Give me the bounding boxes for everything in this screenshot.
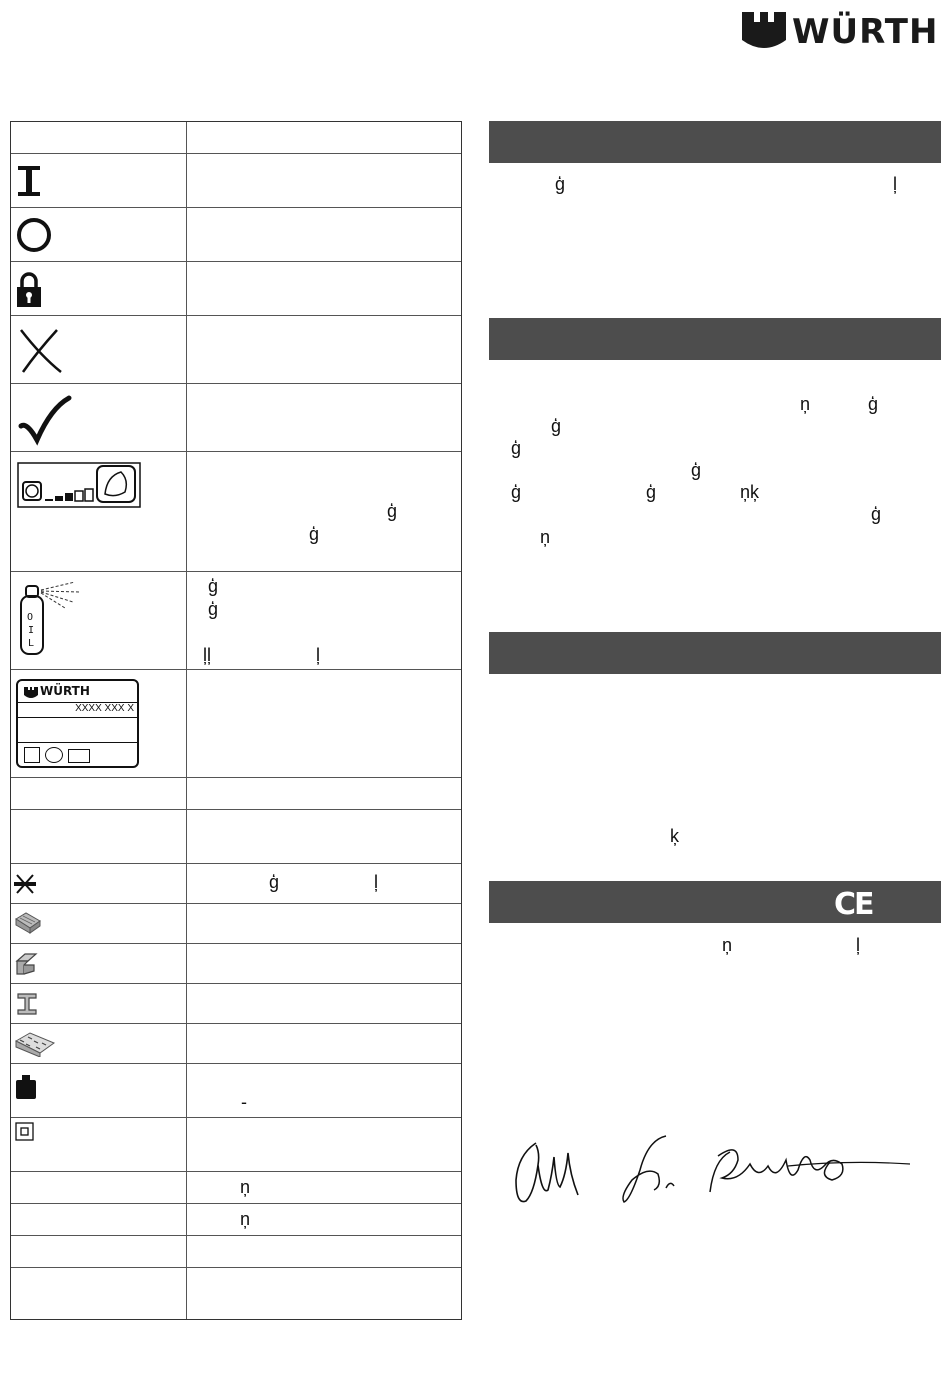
table-row <box>11 1118 461 1172</box>
glyph: ģ <box>511 482 522 502</box>
power-off-icon <box>15 216 53 254</box>
cross-icon <box>17 326 65 376</box>
checkmark-icon <box>17 394 73 446</box>
protection-class-ii-icon <box>15 1122 35 1142</box>
table-row <box>11 1064 461 1118</box>
glyph: ļ <box>893 174 897 194</box>
glyph: ģ <box>208 576 219 596</box>
steel-beam-icon <box>14 990 40 1018</box>
glyph: ķ <box>670 826 679 846</box>
table-row <box>11 778 461 810</box>
table-row <box>11 1204 461 1236</box>
table-row <box>11 1236 461 1268</box>
table-row <box>11 154 461 208</box>
table-row <box>11 810 461 864</box>
logo-wordmark: WÜRTH <box>792 12 939 52</box>
svg-text:L: L <box>28 638 35 649</box>
table-row <box>11 262 461 316</box>
table-row <box>11 316 461 384</box>
glyph: ļ <box>856 935 860 955</box>
glyph: ļļ <box>203 645 211 665</box>
table-row <box>11 572 461 670</box>
cutting-depth-icon <box>14 872 36 896</box>
glyph: ļ <box>316 645 320 665</box>
table-row <box>11 864 461 904</box>
symbol-table <box>10 121 462 1320</box>
table-row <box>11 944 461 984</box>
speed-setting-icon <box>17 462 141 508</box>
glyph: ģ <box>868 394 879 414</box>
section-header-3 <box>489 632 941 674</box>
wurth-emblem-icon <box>740 10 788 54</box>
table-row <box>11 208 461 262</box>
glyph: ņķ <box>740 482 760 502</box>
aggregate-material-icon <box>14 1031 56 1057</box>
nameplate-brand: WÜRTH <box>40 684 90 698</box>
glyph: ģ <box>646 482 657 502</box>
table-row <box>11 984 461 1024</box>
table-header-row <box>11 122 461 154</box>
nameplate-icon <box>16 679 139 768</box>
table-row <box>11 1172 461 1204</box>
oil-spray-icon <box>15 578 85 658</box>
glyph: ņ <box>800 394 811 414</box>
glyph: ģ <box>269 872 280 892</box>
nameplate-code: XXXX XXX X <box>75 703 134 714</box>
lock-icon <box>15 270 43 310</box>
wurth-logo <box>740 10 945 54</box>
glyph: ģ <box>208 599 219 619</box>
glyph: ģ <box>691 460 702 480</box>
glyph: ģ <box>309 524 320 544</box>
glyph: ņ <box>240 1177 251 1197</box>
glyph: ģ <box>387 501 398 521</box>
table-row <box>11 1268 461 1319</box>
table-row <box>11 384 461 452</box>
glyph: ģ <box>551 416 562 436</box>
ce-mark: CE <box>834 887 873 922</box>
power-on-icon <box>15 164 43 198</box>
table-row <box>11 904 461 944</box>
section-header-1 <box>489 121 941 163</box>
wood-material-icon <box>14 911 42 935</box>
glyph: ģ <box>555 174 566 194</box>
glyph: ņ <box>240 1209 251 1229</box>
glyph: ļ <box>374 872 378 892</box>
glyph: - <box>241 1092 247 1112</box>
signature-right <box>618 1130 913 1210</box>
weight-icon <box>15 1074 37 1100</box>
table-row <box>11 452 461 572</box>
svg-text:O: O <box>27 612 34 623</box>
wurth-emblem-icon <box>23 686 39 700</box>
signature-left <box>508 1135 588 1210</box>
glyph: ņ <box>540 527 551 547</box>
glyph: ņ <box>722 935 733 955</box>
svg-text:I: I <box>28 625 35 636</box>
glyph: ģ <box>871 504 882 524</box>
metal-profile-icon <box>14 951 40 977</box>
section-header-4 <box>489 881 941 923</box>
table-row <box>11 1024 461 1064</box>
table-row <box>11 670 461 778</box>
glyph: ģ <box>511 438 522 458</box>
section-header-2 <box>489 318 941 360</box>
